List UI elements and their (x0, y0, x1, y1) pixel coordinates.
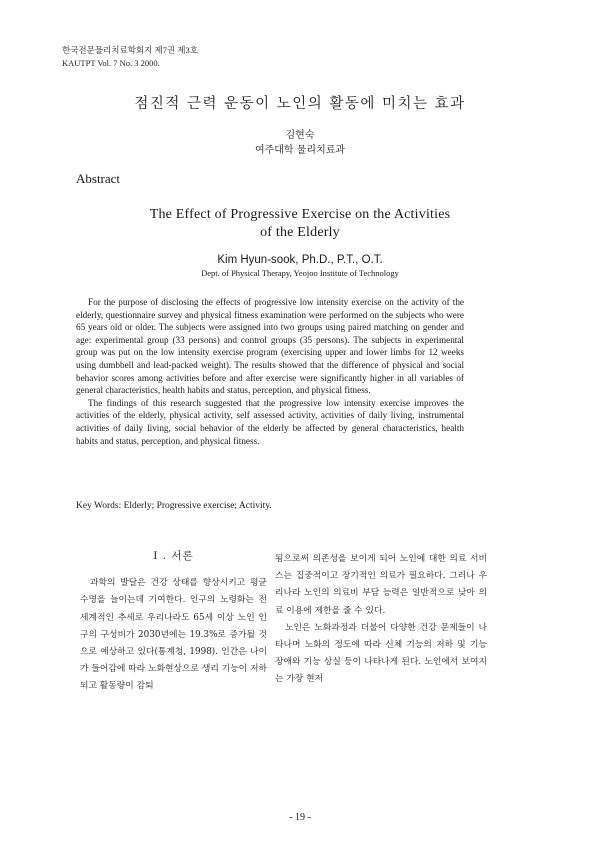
english-title (0, 206, 600, 242)
section-heading-introduction: I . 서론 (153, 550, 194, 562)
korean-title: 점진적 근력 운동이 노인의 활동에 미치는 효과 (134, 96, 466, 112)
abstract-paragraph-1: For the purpose of disclosing the effects of progressive low intensity exercise on the activity of the elderly, questionnaire survey and physical fitness examination were performed on the subjects who were 65 years old or older. The subjects were assigned into two groups using paired matching on gender and age: experimental group (33 persons) and control groups (35 persons). The subjects in experimental group was put on the low intensity exercise program (exercising upper and lower limbs for 12 weeks using dumbbell and lead-packed weight). The results showed that the difference of physical and social behavior scores among activities before and after exercise were significantly higher in all variables of general characteristics, health habits and status, perception, and physical fitness. (76, 297, 464, 396)
body-paragraph: 노인은 노화과정과 더불어 다양한 건강 문제들이 나타나며 노화의 정도에 따라 신체 기능의 저하 및 기능 장애와 기능 상실 등이 나타나게 된다. 노인에서 보여지는 가장 현저 (275, 622, 487, 685)
english-author: Kim Hyun-sook, Ph.D., P.T., O.T. (217, 254, 383, 266)
body-column-right (275, 551, 487, 689)
english-affiliation: Dept. of Physical Therapy, Yeojoo Institute of Technology (201, 268, 399, 278)
english-title-line-1: The Effect of Progressive Exercise on the Activities (149, 207, 451, 222)
keywords: Key Words: Elderly; Progressive exercise; Activity. (76, 501, 272, 511)
abstract-paragraph-2: The findings of this research suggested that the progressive low intensity exercise improves the activities of the elderly, physical activity, self assessed activity, activities of daily living, instrumental activities of daily living, social behavior of the elderly be affected by general characteristics, health habits and status, perception, and physical fitness. (76, 397, 464, 446)
body-column-left (80, 548, 267, 696)
abstract-heading: Abstract (76, 171, 121, 186)
journal-volume-info: KAUTPT Vol. 7 No. 3 2000. (62, 58, 160, 68)
english-title-line-2: of the Elderly (260, 225, 340, 240)
korean-affiliation: 여주대학 물리치료과 (254, 145, 346, 156)
abstract-body (76, 296, 464, 447)
body-paragraph: 과학의 발달은 건강 상태를 향상시키고 평균 수명을 늘이는데 기여한다. 인구의 노령화는 전 세계적인 추세로 우리나라도 65세 이상 노인 인구의 구성비가 2030년에는 19.3%로 증가될 것으로 예상하고 있다(통계청, 1998). 인간은 나이가 들어감에 따라 노화현상으로 생리 기능이 저하되고 활동량이 감퇴 (80, 578, 267, 692)
korean-author: 김현숙 (285, 130, 315, 141)
page-number: - 19 - (289, 812, 311, 823)
body-paragraph: 됨으로써 의존성을 보이게 되어 노인에 대한 의료 서비스는 집중적이고 장기적인 의료가 필요하다. 그러나 우리나라 노인의 의료비 부담 능력은 일반적으로 낮아 의료 이용에 제한을 줄 수 있다. (275, 554, 487, 616)
journal-name-korean: 한국전문물리치료학회지 제7권 제3호 (62, 45, 198, 55)
